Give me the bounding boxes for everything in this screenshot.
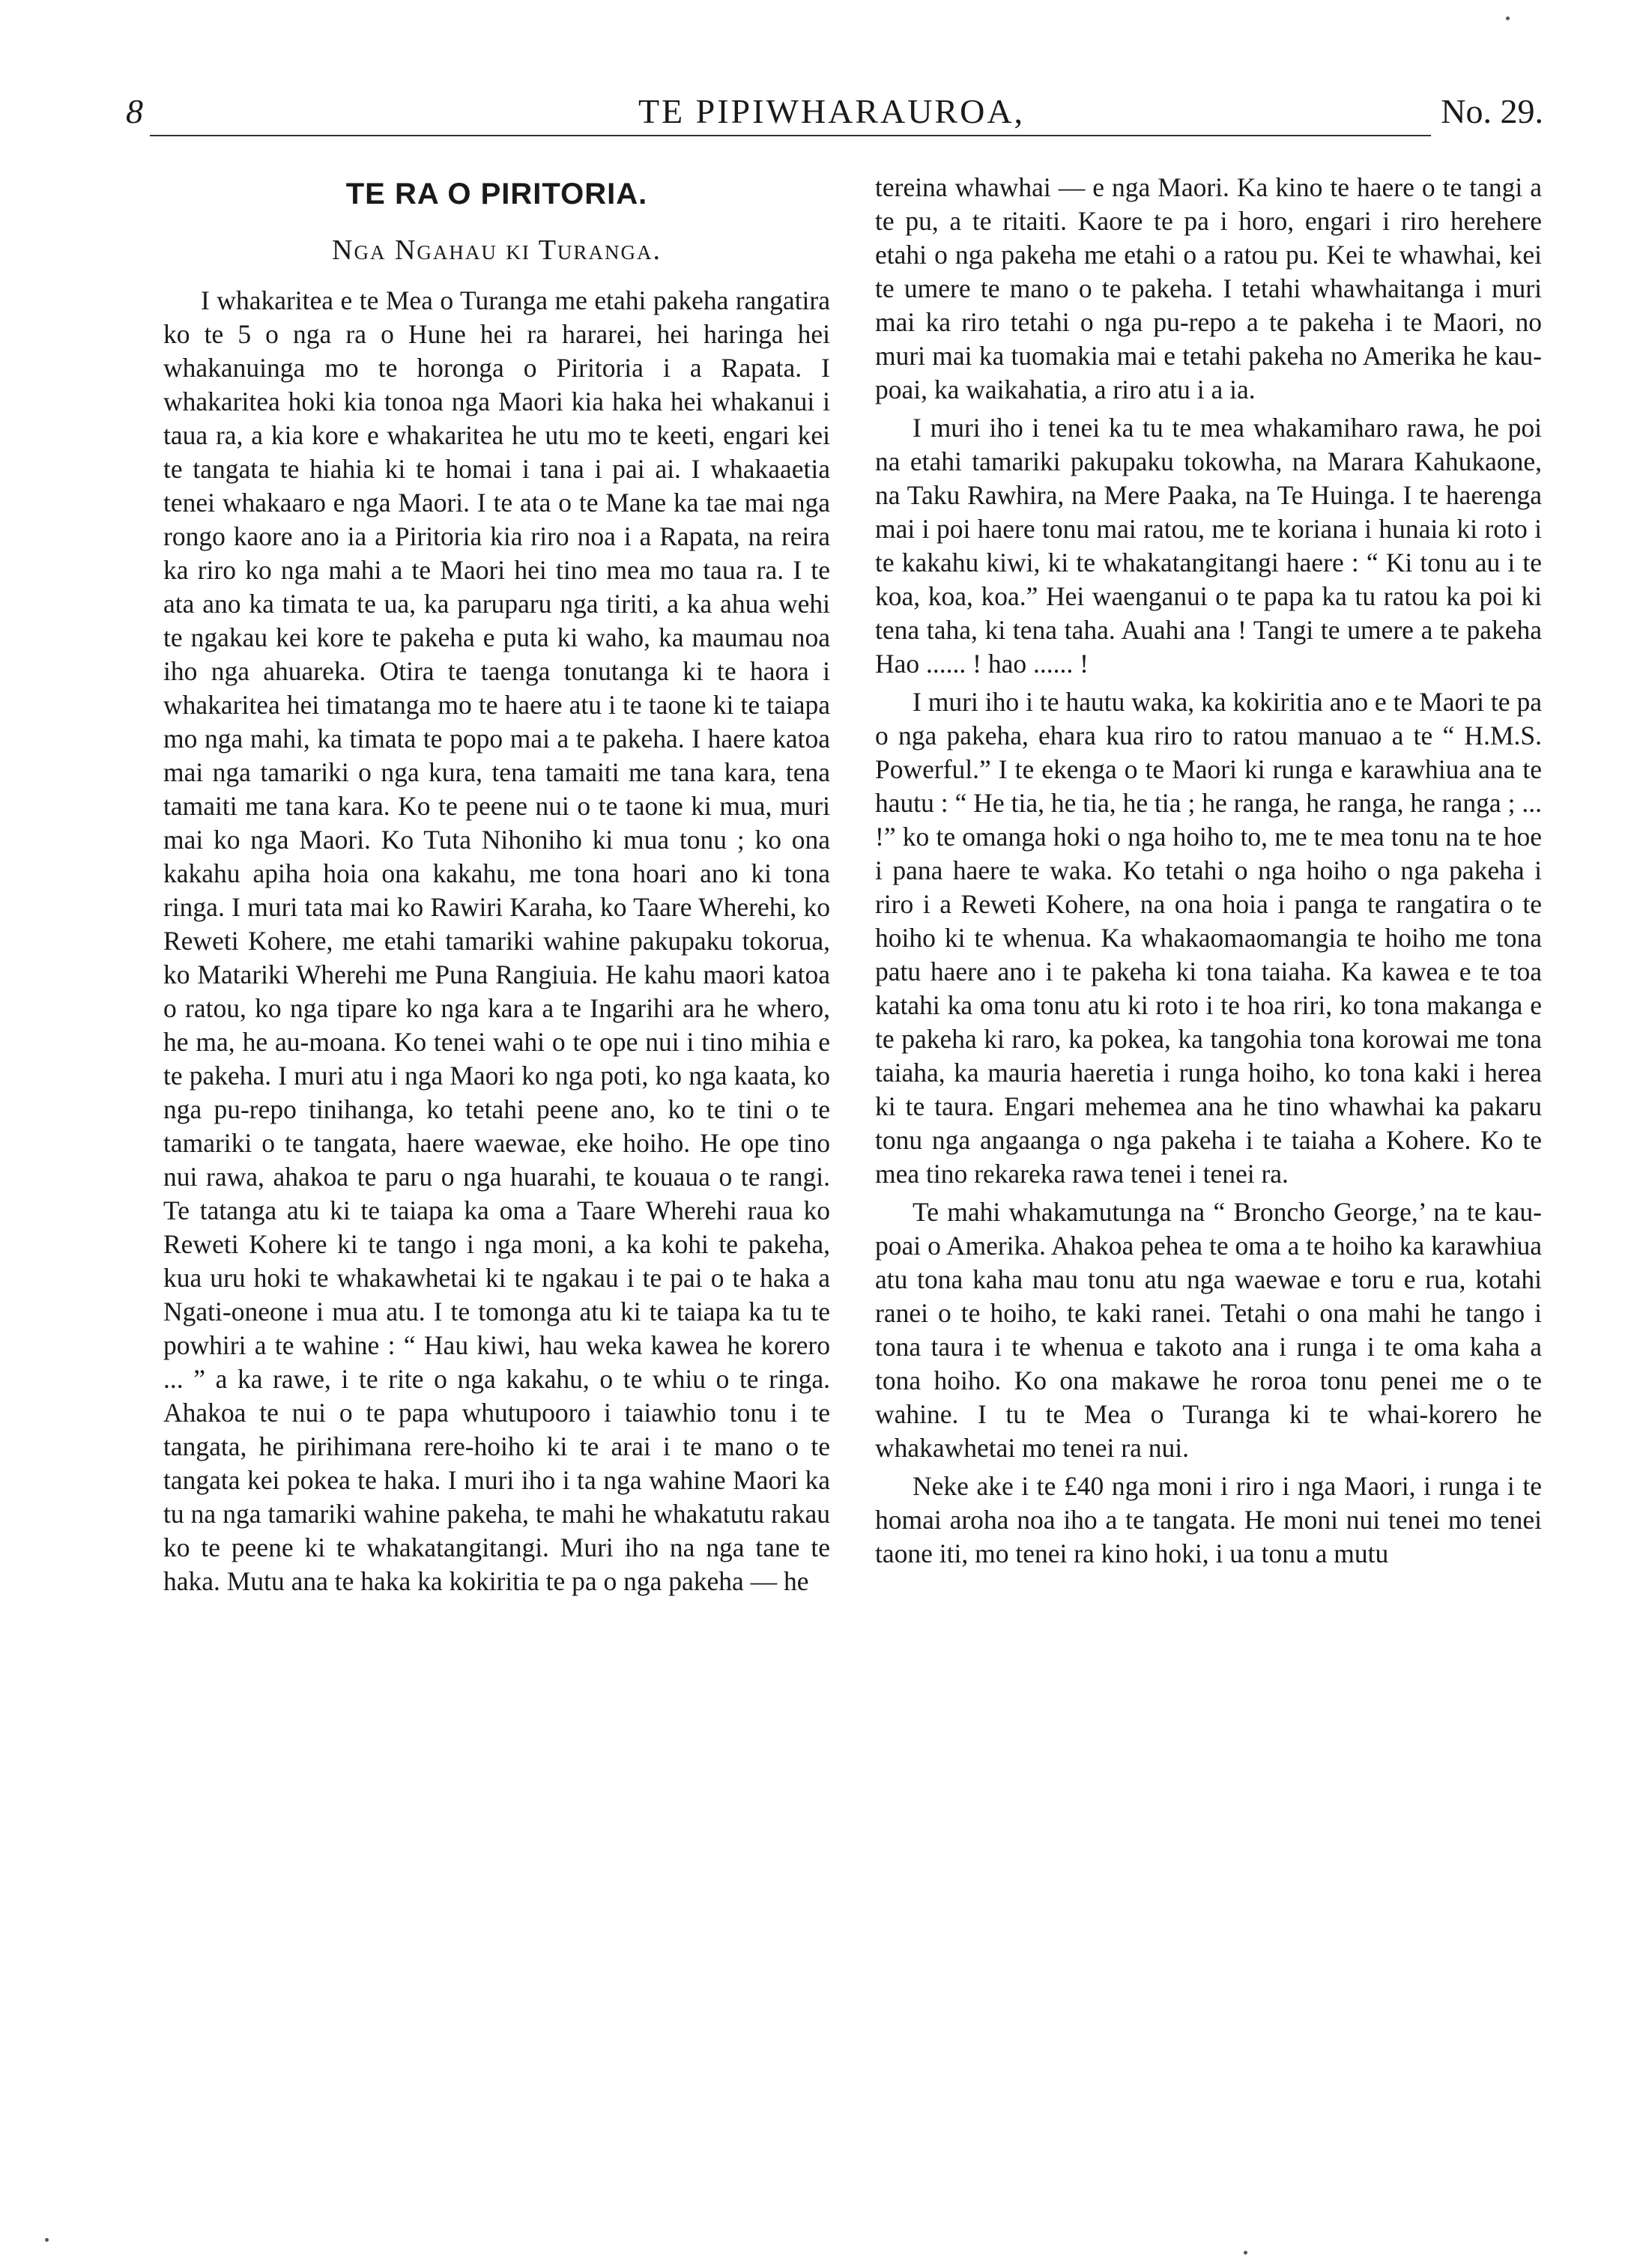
- print-speck: [45, 2238, 49, 2242]
- running-title: TE PIPIWHARAUROA,: [638, 92, 1026, 130]
- right-column: [875, 171, 1542, 1575]
- issue-number: No. 29.: [1441, 92, 1543, 130]
- left-column: [163, 171, 830, 1603]
- article-title: TE RA O PIRITORIA.: [345, 178, 648, 210]
- page-number: 8: [126, 92, 143, 130]
- body-paragraph: I whakaritea e te Mea o Turanga me etahi pakeha rangatira ko te 5 o nga ra o Hune hei ra hararei, hei haringa hei whakanuinga mo te horonga o Piritoria i a Rapata. I whakaritea hoki kia tonoa nga Maori kia haka hei whakanui i taua ra, a kia kore e whakaritea he utu mo te keeti, engari kei te tangata te hiahia ki te homai i tana i pai ai. I whakaaetia tenei whakaaro e nga Maori. I te ata o te Mane ka tae mai nga rongo kaore ano ia a Piritoria kia riro noa i a Rapata, na reira ka riro ko nga mahi a te Maori hei tino mea mo taua ra. I te ata ano ka timata te ua, ka paruparu nga tiriti, a ka ahua wehi te ngakau kei kore te pakeha e puta ki waho, ka maumau noa iho nga ahuareka. Otira te taenga tonutanga ki te haora i whakaritea hei timatanga mo te haere atu i te taone ki te taiapa mo nga mahi, ka timata te popo mai a te pakeha. I haere katoa mai nga tamariki o nga kura, tena tamaiti me tana kara, tena tamaiti me tana kara. Ko te peene nui o te taone ki mua, muri mai ko nga Maori. Ko Tuta Nihoniho ki mua tonu ; ko ona kakahu apiha hoia ona kakahu, me tona hoari ano ki tona ringa. I muri tata mai ko Rawiri Karaha, ko Taare Wherehi, ko Reweti Kohere, me etahi tamariki wahine pakupaku tokorua, ko Matariki Wherehi me Puna Rangiuia. He kahu maori katoa o ratou, ko nga tipare ko nga kara a te Ingarihi ara he whero, he ma, he au-moana. Ko tenei wahi o te ope nui i tino mihia e te pakeha. I muri atu i nga Maori ko nga poti, ko nga kaata, ko nga pu-repo tinihanga, ko tetahi peene ano, ko te tini o te tamariki o te tangata, haere waewae, eke hoiho. He ope tino nui rawa, ahakoa te paru o nga huarahi, te kouaua o te rangi. Te tatanga atu ki te taiapa ka oma a Taare Wherehi raua ko Reweti Kohere ki te tango i nga moni, a ka kohi te pakeha, kua uru hoki te whakawhetai ki te ngakau i te pai o te haka a Ngati-oneone i mua atu. I te tomonga atu ki te taiapa ka tu te powhiri a te wahine : “ Hau kiwi, hau weka kawea he korero ... ” a ka rawe, i te rite o nga kakahu, o te whiu o te ringa. Ahakoa te nui o te papa whutupooro i taiawhio tonu i te tangata, he pirihimana rere-hoiho ki te arai i te mano o te tangata kei pokea te haka. I muri iho i ta nga wahine Maori ka tu na nga tamariki wahine pakeha, te mahi he whakatutu rakau ko te peene ki te whakatangitangi. Muri iho na nga tane te haka. Mutu ana te haka ka kokiritia te pa o nga pakeha — he: [163, 285, 830, 1596]
- print-speck: [1506, 16, 1510, 20]
- print-speck: [1244, 2251, 1247, 2255]
- header-rule: [150, 135, 1431, 136]
- article-subtitle: Nga Ngahau ki Turanga.: [332, 234, 662, 266]
- body-paragraph: Neke ake i te £40 nga moni i riro i nga Maori, i runga i te homai aroha noa iho a te tangata. He moni nui tenei mo tenei taone iti, mo tenei ra kino hoki, i ua tonu a mutu: [875, 1471, 1542, 1568]
- body-paragraph: tereina whawhai — e nga Maori. Ka kino te haere o te tangi a te pu, a te ritaiti. Kaore te pa i horo, engari i riro herehere etahi o nga pakeha me etahi o a ratou pu. Kei te whawhai, kei te umere te mano o te pakeha. I tetahi whawhaitanga i muri mai ka riro tetahi o nga pu-repo a te pakeha i te Maori, no muri mai ka tuomakia mai e tetahi pakeha no Amerika he kau-poai, ka waikahatia, a riro atu i a ia.: [875, 172, 1542, 404]
- page-header: [120, 88, 1543, 148]
- body-paragraph: I muri iho i tenei ka tu te mea whakamiharo rawa, he poi na etahi tamariki pakupaku tokowha, na Marara Kahukaone, na Taku Rawhira, na Mere Paaka, na Te Huinga. I te haerenga mai i poi haere tonu mai ratou, me te koriana i hunaia ki roto i te kakahu kiwi, ki te whakatangitangi haere : “ Ki tonu au i te koa, koa, koa.” Hei waenganui o te papa ka tu ratou ka poi ki tena taha, ki tena taha. Auahi ana ! Tangi te umere a te pakeha Hao ...... ! hao ...... !: [875, 413, 1542, 679]
- body-paragraph: Te mahi whakamutunga na “ Broncho George,’ na te kau-poai o Amerika. Ahakoa pehea te oma a te hoiho ka karawhiua atu tona kaha mau tonu atu nga waewae e toru e rua, kotahi ranei o te hoiho, te kaki ranei. Tetahi o ona mahi he tango i tona taura i te whenua e takoto ana i runga i te oma kaha a tona hoiho. Ko ona makawe he roroa tonu penei me o te wahine. I tu te Mea o Turanga ki te whai-korero he whakawhetai mo tenei ra nui.: [875, 1197, 1542, 1463]
- body-paragraph: I muri iho i te hautu waka, ka kokiritia ano e te Maori te pa o nga pakeha, ehara kua riro to ratou manuao a te “ H.M.S. Powerful.” I te ekenga o te Maori ki runga e karawhiua ana te hautu : “ He tia, he tia, he tia ; he ranga, he ranga, he ranga ; ... !” ko te omanga hoki o nga hoiho to, me te mea tonu na te hoe i pana haere te waka. Ko tetahi o nga hoiho o nga pakeha i riro i a Reweti Kohere, na ona hoia i panga te rangatira o te hoiho ki te whenua. Ka whakaomaomangia te hoiho me tona patu haere ano i te pakeha ki tona taiaha. Ka kawea e te toa katahi ka oma tonu atu ki roto i te hoa riri, ko tona makanga e te pakeha ki raro, ka pokea, ka tangohia tona korowai me tona taiaha, ka mauria haeretia i runga hoiho, ko tona kaki i herea ki te taura. Engari mehemea ana he tino whawhai ka pakaru tonu nga angaanga o nga pakeha i te taiaha a Kohere. Ko te mea tino rekareka rawa tenei i tenei ra.: [875, 687, 1542, 1189]
